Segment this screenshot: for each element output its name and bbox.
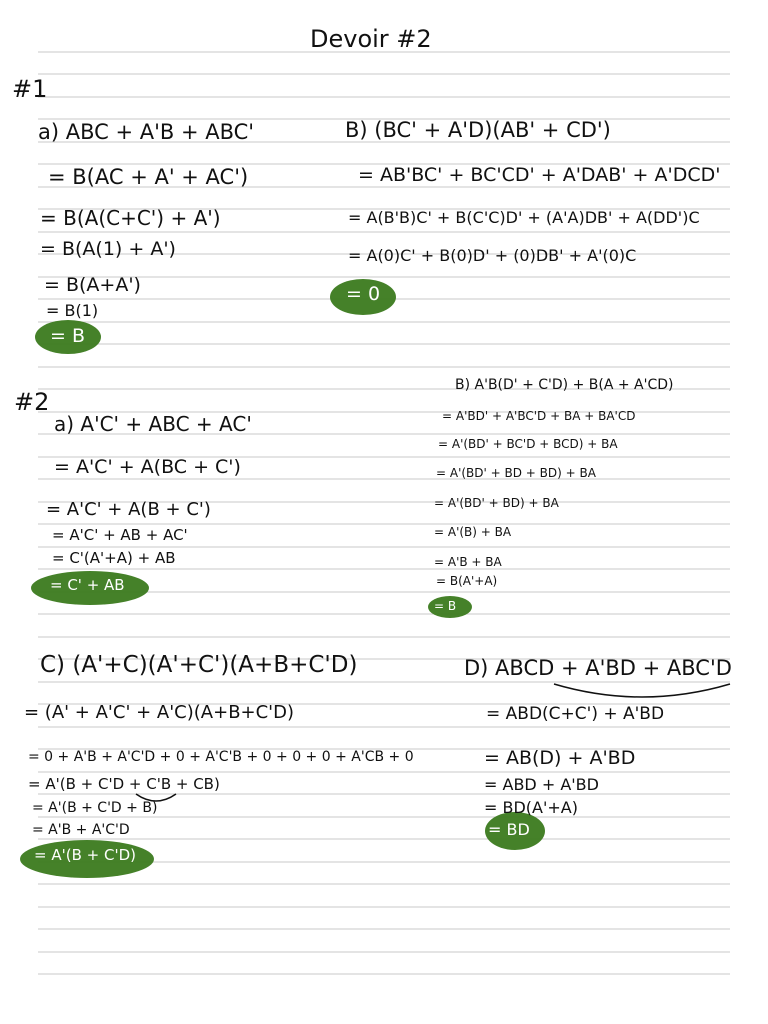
- p2a-line-3: = A'C' + A(B + C'): [46, 499, 211, 520]
- p1a-answer: = B: [50, 325, 85, 347]
- p1b-line-1: B) (BC' + A'D)(AB' + CD'): [345, 118, 611, 142]
- p2a-line-2: = A'C' + A(BC + C'): [54, 456, 241, 478]
- p2b-line-8: = B(A'+A): [436, 574, 498, 588]
- p2d-line-2: = ABD(C+C') + A'BD: [486, 704, 665, 724]
- p2a-line-1: a) A'C' + ABC + AC': [54, 412, 252, 436]
- p1a-line-1: a) ABC + A'B + ABC': [38, 120, 255, 144]
- page-title: Devoir #2: [310, 25, 432, 53]
- p2c-line-2: = (A' + A'C' + A'C)(A+B+C'D): [24, 702, 295, 723]
- p2c-line-1: C) (A'+C)(A'+C')(A+B+C'D): [40, 652, 358, 678]
- p2c-line-6: = A'B + A'C'D: [32, 822, 130, 838]
- p1b-line-4: = A(0)C' + B(0)D' + (0)DB' + A'(0)C: [348, 246, 637, 265]
- p2c-answer: = A'(B + C'D): [34, 846, 136, 864]
- p2d-line-5: = BD(A'+A): [484, 798, 578, 817]
- p1a-line-3: = B(A(C+C') + A'): [40, 206, 221, 230]
- p1b-answer: = 0: [346, 283, 381, 305]
- p2d-underline-arc: [552, 680, 732, 702]
- p2d-line-1: D) ABCD + A'BD + ABC'D: [464, 656, 732, 680]
- p2a-line-4: = A'C' + AB + AC': [52, 526, 188, 544]
- p2c-line-4: = A'(B + C'D + C'B + CB): [28, 775, 220, 793]
- p2d-answer: = BD: [488, 820, 530, 839]
- p1a-line-2: = B(AC + A' + AC'): [48, 165, 249, 189]
- problem-1-label: #1: [12, 75, 48, 103]
- p2b-line-5: = A'(BD' + BD) + BA: [434, 496, 559, 510]
- p1b-line-3: = A(B'B)C' + B(C'C)D' + (A'A)DB' + A(DD')C: [348, 208, 700, 227]
- p2c-underline-arc: [134, 792, 178, 806]
- p2a-line-5: = C'(A'+A) + AB: [52, 549, 176, 567]
- p1b-line-2: = AB'BC' + BC'CD' + A'DAB' + A'DCD': [358, 164, 721, 186]
- p2b-line-6: = A'(B) + BA: [434, 525, 512, 539]
- problem-2-label: #2: [14, 388, 50, 416]
- p2b-line-2: = A'BD' + A'BC'D + BA + BA'CD: [442, 409, 636, 423]
- p2a-answer: = C' + AB: [50, 576, 125, 594]
- p2b-line-7: = A'B + BA: [434, 555, 502, 569]
- p2b-answer: = B: [434, 599, 457, 613]
- p2d-line-3: = AB(D) + A'BD: [484, 747, 636, 769]
- p2d-line-4: = ABD + A'BD: [484, 775, 599, 794]
- p1a-line-6: = B(1): [46, 301, 99, 320]
- p1a-line-4: = B(A(1) + A'): [40, 238, 176, 260]
- p2c-line-5: = A'(B + C'D + B): [32, 800, 158, 816]
- p2b-line-1: B) A'B(D' + C'D) + B(A + A'CD): [455, 377, 674, 393]
- p1a-line-5: = B(A+A'): [44, 274, 141, 296]
- p2b-line-4: = A'(BD' + BD + BD) + BA: [436, 466, 596, 480]
- p2b-line-3: = A'(BD' + BC'D + BCD) + BA: [438, 437, 618, 451]
- p2c-line-3: = 0 + A'B + A'C'D + 0 + A'C'B + 0 + 0 + 0 + A'CB + 0: [28, 749, 414, 765]
